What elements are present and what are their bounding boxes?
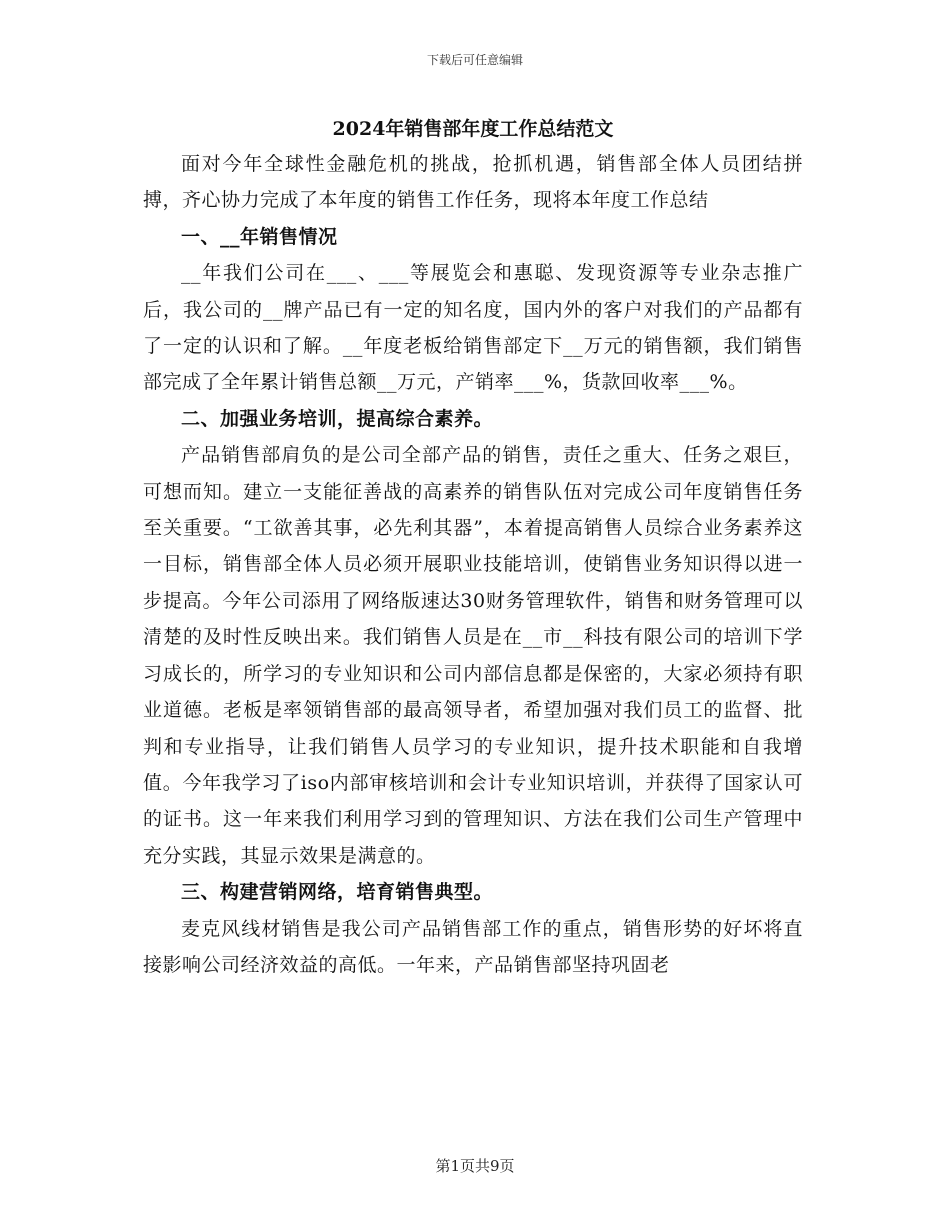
section-1-paragraph: __年我们公司在___、___等展览会和惠聪、发现资源等专业杂志推广后，我公司的__牌产品已有一定的知名度，国内外的客户对我们的产品都有了一定的认识和了解。__年度老板给销售部定下__万元的销售额，我们销售部完成了全年累计销售总额__万元，产销率___%，货款回收率___%。 (143, 262, 803, 394)
section-3-paragraph: 麦克风线材销售是我公司产品销售部工作的重点，销售形势的好坏将直接影响公司经济效益的高低。一年来，产品销售部坚持巩固老 (143, 917, 803, 976)
page-number: 第1页共9页 (435, 1157, 515, 1175)
section-1-heading: 一、__年销售情况 (181, 225, 338, 248)
section-2-paragraph: 产品销售部肩负的是公司全部产品的销售，责任之重大、任务之艰巨，可想而知。建立一支能征善战的高素养的销售队伍对完成公司年度销售任务至关重要。“工欲善其事，必先利其器”，本着提高销售人员综合业务素养这一目标，销售部全体人员必须开展职业技能培训，使销售业务知识得以进一步提高。今年公司添用了网络版速达30财务管理软件，销售和财务管理可以清楚的及时性反映出来。我们销售人员是在__市__科技有限公司的培训下学习成长的，所学习的专业知识和公司内部信息都是保密的，大家必须持有职业道德。老板是率领销售部的最高领导者，希望加强对我们员工的监督、批判和专业指导，让我们销售人员学习的专业知识，提升技术职能和自我增值。今年我学习了iso内部审核培训和会计专业知识培训，并获得了国家认可的证书。这一年来我们利用学习到的管理知识、方法在我们公司生产管理中充分实践，其显示效果是满意的。 (143, 444, 803, 867)
document-title: 2024年销售部年度工作总结范文 (332, 118, 614, 140)
document-body (143, 112, 803, 983)
page-header-note: 下载后可任意编辑 (426, 53, 523, 67)
intro-paragraph: 面对今年全球性金融危机的挑战，抢抓机遇，销售部全体人员团结拼搏，齐心协力完成了本年度的销售工作任务，现将本年度工作总结 (143, 153, 803, 212)
section-3-heading: 三、构建营销网络，培育销售典型。 (181, 881, 494, 904)
section-2-heading: 二、加强业务培训，提高综合素养。 (181, 407, 494, 430)
